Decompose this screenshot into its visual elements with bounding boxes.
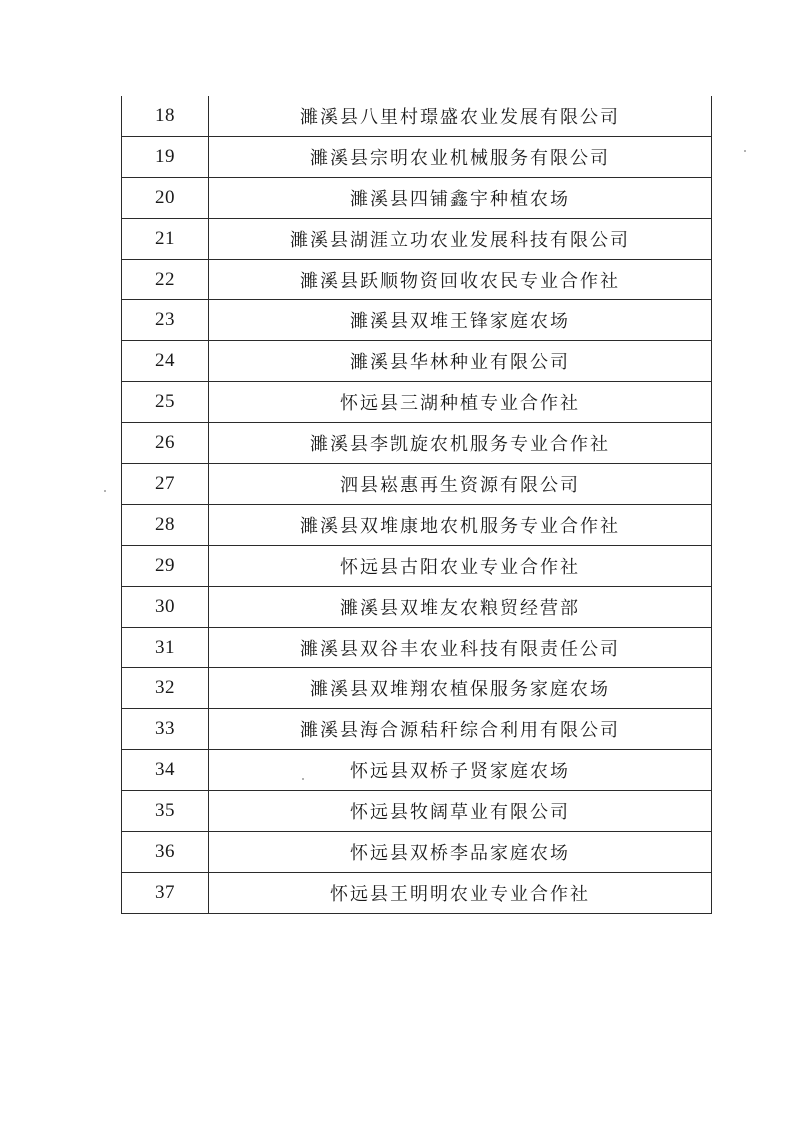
- row-number-cell: 28: [122, 504, 209, 545]
- company-name-cell: 怀远县双桥子贤家庭农场: [209, 750, 712, 791]
- company-name-cell: 濉溪县湖涯立功农业发展科技有限公司: [209, 218, 712, 259]
- company-name-cell: 濉溪县双堆友农粮贸经营部: [209, 586, 712, 627]
- row-number-cell: 20: [122, 177, 209, 218]
- table-row: [122, 341, 712, 382]
- table-row: [122, 177, 712, 218]
- row-number-cell: 25: [122, 382, 209, 423]
- row-number-cell: 31: [122, 627, 209, 668]
- company-list-table: [121, 96, 712, 914]
- row-number-cell: 36: [122, 832, 209, 873]
- table-body: [122, 96, 712, 913]
- row-number-cell: 19: [122, 136, 209, 177]
- company-name-cell: 濉溪县双谷丰农业科技有限责任公司: [209, 627, 712, 668]
- table-row: [122, 750, 712, 791]
- company-name-cell: 怀远县王明明农业专业合作社: [209, 872, 712, 913]
- table-row: [122, 791, 712, 832]
- table-row: [122, 96, 712, 136]
- company-name-cell: 濉溪县海合源秸秆综合利用有限公司: [209, 709, 712, 750]
- company-name-cell: 濉溪县八里村璟盛农业发展有限公司: [209, 96, 712, 136]
- company-name-cell: 濉溪县双堆翔农植保服务家庭农场: [209, 668, 712, 709]
- company-name-cell: 怀远县古阳农业专业合作社: [209, 545, 712, 586]
- row-number-cell: 30: [122, 586, 209, 627]
- table-row: [122, 464, 712, 505]
- table-row: [122, 259, 712, 300]
- table-row: [122, 586, 712, 627]
- company-name-cell: 泗县崧惠再生资源有限公司: [209, 464, 712, 505]
- row-number-cell: 21: [122, 218, 209, 259]
- company-name-cell: 濉溪县李凯旋农机服务专业合作社: [209, 423, 712, 464]
- company-name-cell: 怀远县牧阔草业有限公司: [209, 791, 712, 832]
- row-number-cell: 24: [122, 341, 209, 382]
- table-row: [122, 832, 712, 873]
- row-number-cell: 32: [122, 668, 209, 709]
- table-row: [122, 545, 712, 586]
- row-number-cell: 23: [122, 300, 209, 341]
- table-row: [122, 382, 712, 423]
- company-name-cell: 濉溪县双堆王锋家庭农场: [209, 300, 712, 341]
- company-name-cell: 濉溪县华林种业有限公司: [209, 341, 712, 382]
- table-row: [122, 668, 712, 709]
- table-row: [122, 709, 712, 750]
- table-row: [122, 218, 712, 259]
- row-number-cell: 34: [122, 750, 209, 791]
- scan-speck: [104, 490, 106, 492]
- table-row: [122, 504, 712, 545]
- table-row: [122, 627, 712, 668]
- row-number-cell: 22: [122, 259, 209, 300]
- company-name-cell: 怀远县双桥李品家庭农场: [209, 832, 712, 873]
- row-number-cell: 26: [122, 423, 209, 464]
- table-row: [122, 872, 712, 913]
- table-row: [122, 300, 712, 341]
- company-name-cell: 怀远县三湖种植专业合作社: [209, 382, 712, 423]
- company-name-cell: 濉溪县四铺鑫宇种植农场: [209, 177, 712, 218]
- row-number-cell: 33: [122, 709, 209, 750]
- company-name-cell: 濉溪县跃顺物资回收农民专业合作社: [209, 259, 712, 300]
- company-name-cell: 濉溪县宗明农业机械服务有限公司: [209, 136, 712, 177]
- row-number-cell: 29: [122, 545, 209, 586]
- row-number-cell: 27: [122, 464, 209, 505]
- row-number-cell: 37: [122, 872, 209, 913]
- row-number-cell: 18: [122, 96, 209, 136]
- table-row: [122, 423, 712, 464]
- table-row: [122, 136, 712, 177]
- scan-speck: [302, 778, 304, 780]
- row-number-cell: 35: [122, 791, 209, 832]
- company-name-cell: 濉溪县双堆康地农机服务专业合作社: [209, 504, 712, 545]
- scan-speck: [744, 150, 746, 152]
